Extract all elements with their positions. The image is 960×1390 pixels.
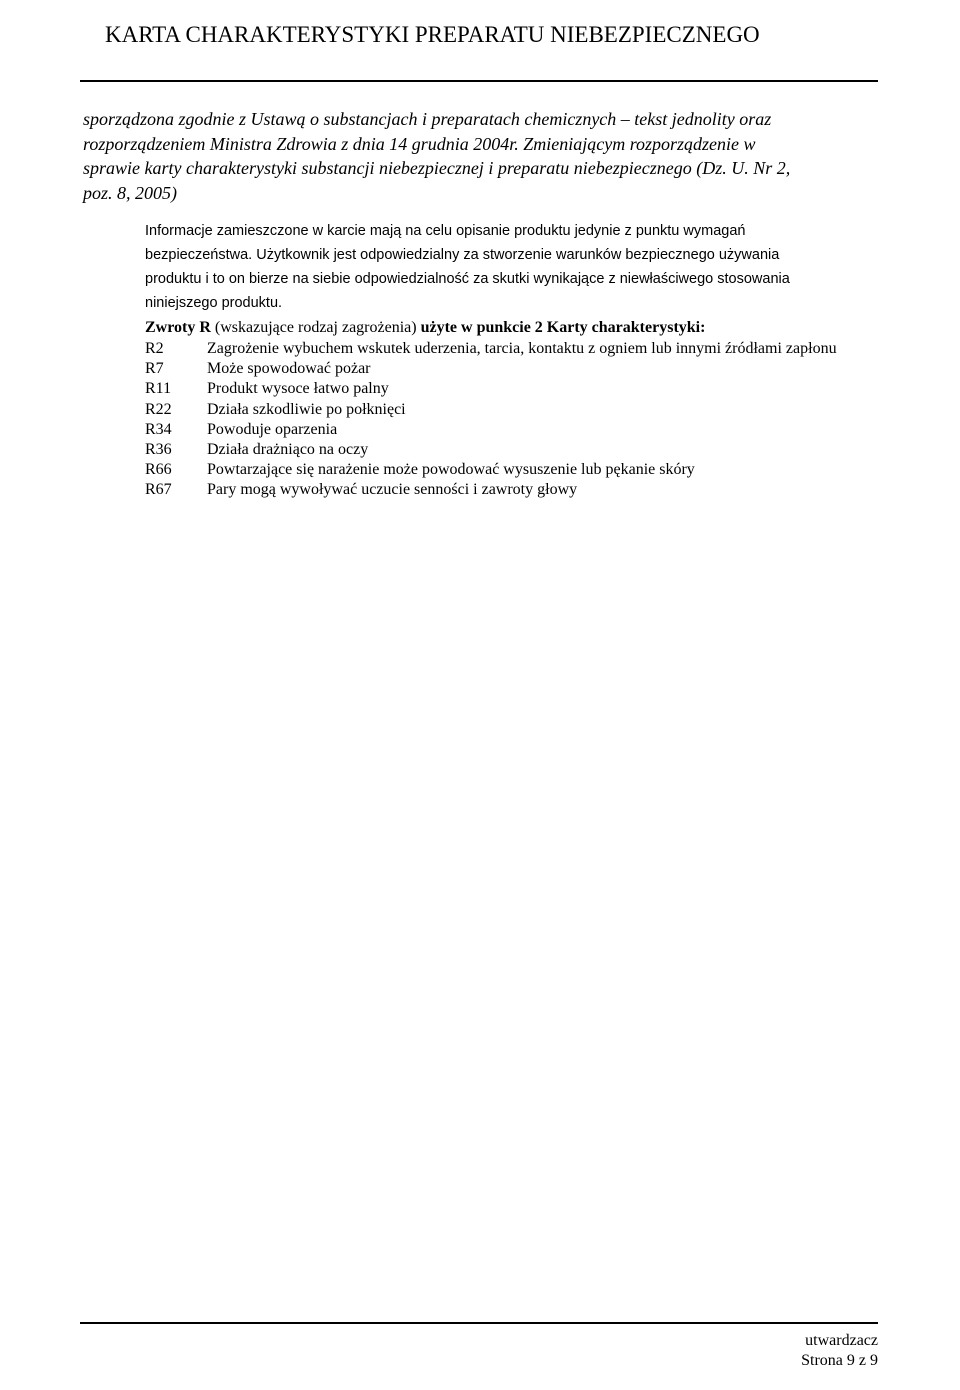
disclaimer-paragraph	[145, 219, 905, 315]
r-phrases-heading-note: (wskazujące rodzaj zagrożenia)	[210, 319, 421, 336]
disclaimer-line: Informacje zamieszczone w karcie mają na celu opisanie produktu jedynie z punktu wymagań	[145, 223, 746, 239]
r-phrase-code: R66	[145, 461, 172, 479]
r-phrase-item	[145, 460, 885, 480]
r-phrase-text: Powoduje oparzenia	[207, 420, 338, 438]
r-phrase-text: Działa drażniąco na oczy	[207, 441, 369, 459]
legal-basis-line: sprawie karty charakterystyki substancji niebezpiecznej i preparatu niebezpiecznego (Dz. U. Nr 2,	[83, 158, 791, 178]
r-phrase-text: Działa szkodliwie po połknięci	[207, 400, 406, 418]
r-phrase-code: R22	[145, 400, 172, 418]
legal-basis-paragraph	[83, 107, 883, 205]
r-phrase-item	[145, 339, 885, 359]
r-phrase-text: Pary mogą wywoływać uczucie senności i zawroty głowy	[207, 481, 578, 499]
legal-basis-line: poz. 8, 2005)	[83, 182, 177, 203]
r-phrase-code: R36	[145, 441, 172, 459]
r-phrases-heading-label: Zwroty R	[145, 319, 211, 336]
r-phrase-text: Może spowodować pożar	[207, 360, 371, 378]
legal-basis-line: rozporządzeniem Ministra Zdrowia z dnia 14 grudnia 2004r. Zmieniającym rozporządzenie w	[83, 133, 756, 154]
r-phrase-code: R34	[145, 420, 172, 438]
disclaimer-line: produktu i to on bierze na siebie odpowiedzialność za skutki wynikające z niewłaściwego stosowania	[145, 271, 790, 287]
r-phrases-list	[145, 339, 885, 501]
footer-divider	[80, 1322, 878, 1324]
r-phrase-code: R67	[145, 481, 172, 499]
disclaimer-line: niniejszego produktu.	[145, 295, 283, 311]
r-phrase-code: R11	[145, 380, 172, 398]
r-phrase-item	[145, 480, 885, 500]
r-phrase-item	[145, 400, 885, 420]
title-divider	[80, 80, 878, 82]
disclaimer-line: bezpieczeństwa. Użytkownik jest odpowiedzialny za stworzenie warunków bezpiecznego używania	[145, 247, 780, 263]
footer-author: utwardzacz	[805, 1332, 878, 1349]
page-title: KARTA CHARAKTERYSTYKI PREPARATU NIEBEZPIECZNEGO	[105, 22, 760, 47]
r-phrases-heading-source: użyte w punkcie 2 Karty charakterystyki:	[420, 319, 706, 336]
footer-page-number: Strona 9 z 9	[801, 1352, 878, 1369]
r-phrase-text: Produkt wysoce łatwo palny	[207, 380, 389, 398]
r-phrase-text: Zagrożenie wybuchem wskutek uderzenia, tarcia, kontaktu z ogniem lub innymi źródłami zapłonu	[207, 340, 837, 357]
r-phrase-code: R2	[145, 340, 164, 357]
r-phrase-item	[145, 359, 885, 379]
r-phrase-text: Powtarzające się narażenie może powodować wysuszenie lub pękanie skóry	[207, 461, 695, 479]
legal-basis-line: sporządzona zgodnie z Ustawą o substancjach i preparatach chemicznych – tekst jednolity oraz	[83, 109, 772, 129]
r-phrase-code: R7	[145, 360, 164, 378]
r-phrase-item	[145, 440, 885, 460]
r-phrase-item	[145, 379, 885, 399]
r-phrase-item	[145, 420, 885, 440]
r-phrases-heading	[145, 318, 705, 338]
